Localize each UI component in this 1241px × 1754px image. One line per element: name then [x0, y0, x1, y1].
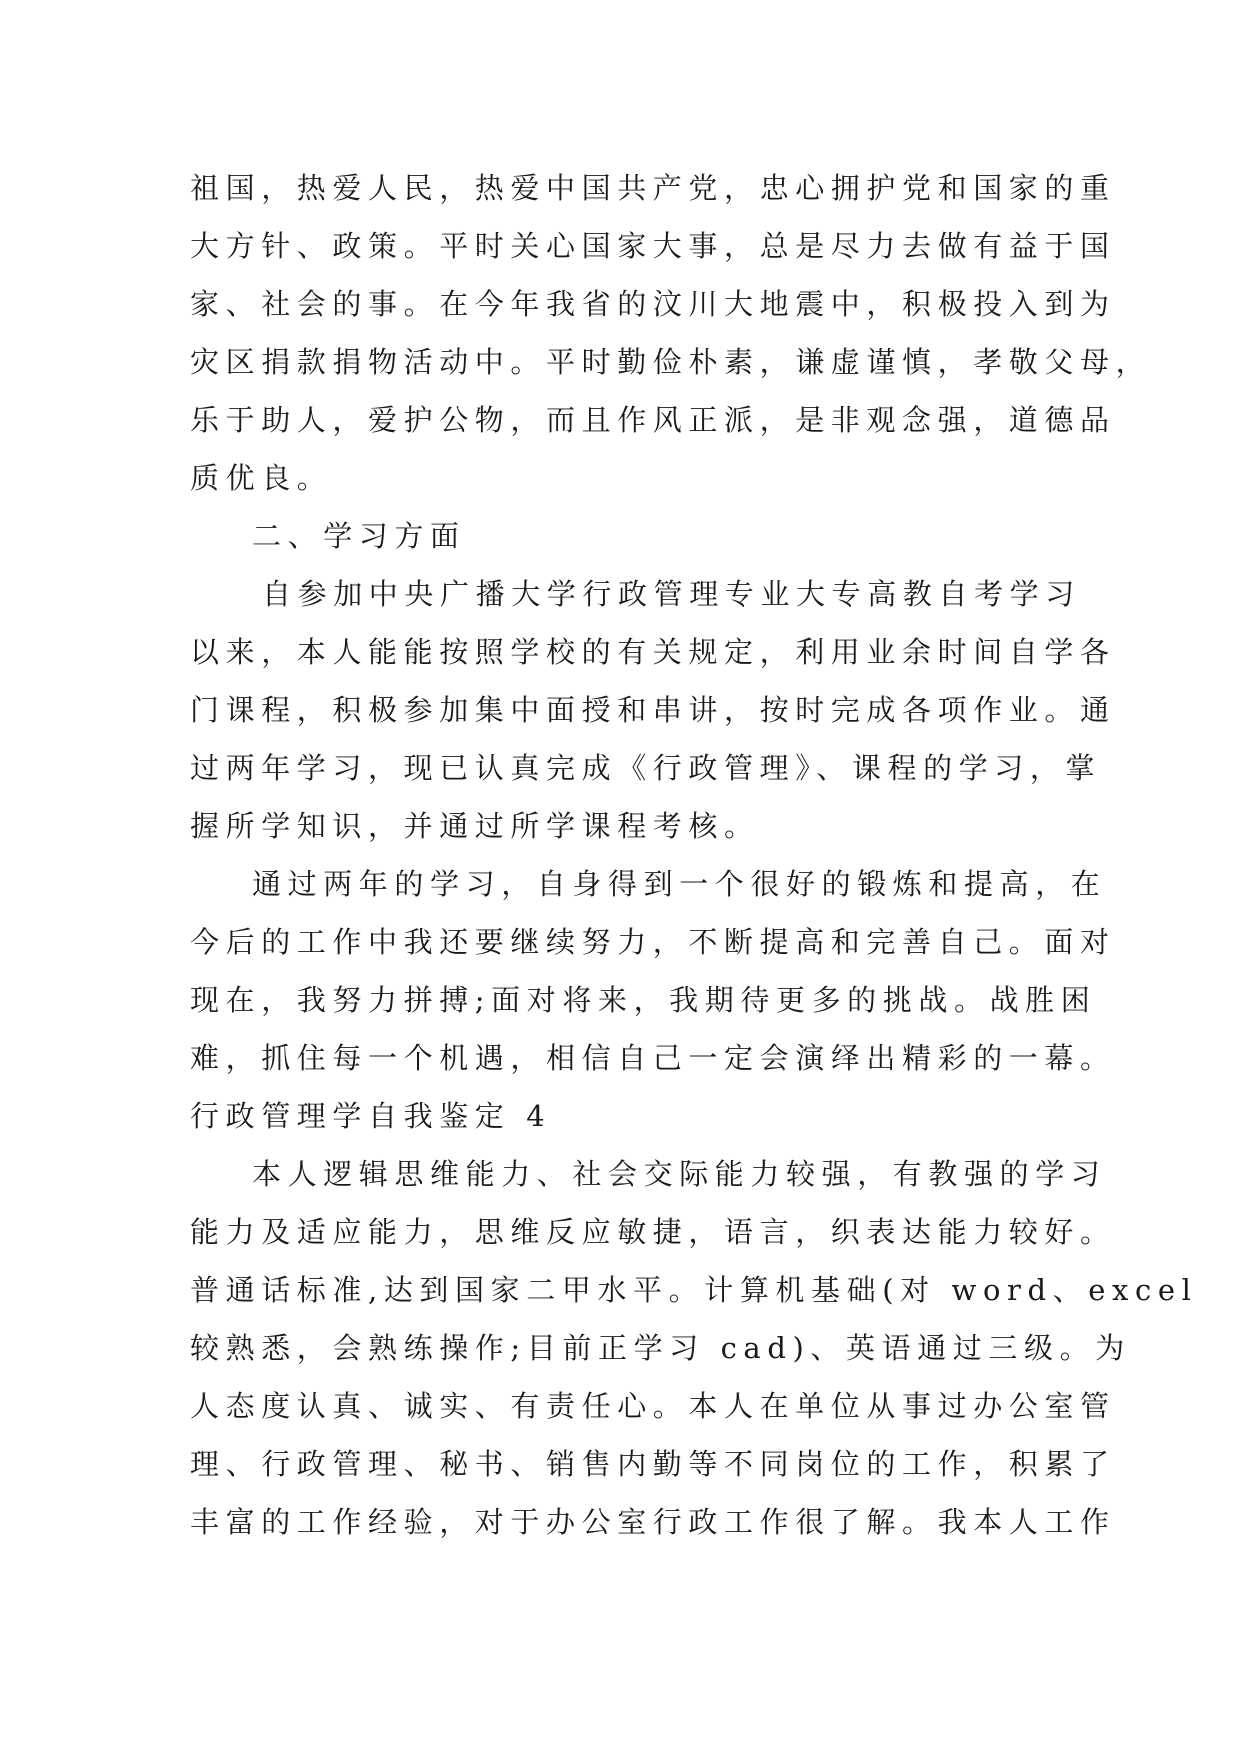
- text-line: 以来，本人能能按照学校的有关规定，利用业余时间自学各: [190, 635, 1116, 669]
- section-title: 行政管理学自我鉴定 4: [190, 1099, 552, 1133]
- text-line: 质优良。: [190, 461, 333, 495]
- text-line: 握所学知识，并通过所学课程考核。: [190, 809, 760, 843]
- text-line: 门课程，积极参加集中面授和串讲，按时完成各项作业。通: [190, 693, 1116, 727]
- text-line: 较熟悉，会熟练操作;目前正学习 cad)、英语通过三级。为: [190, 1331, 1131, 1365]
- text-line: 自参加中央广播大学行政管理专业大专高教自考学习: [262, 577, 1081, 611]
- text-line: 现在，我努力拼搏;面对将来，我期待更多的挑战。战胜困: [190, 983, 1097, 1017]
- text-line: 人态度认真、诚实、有责任心。本人在单位从事过办公室管: [190, 1389, 1116, 1423]
- text-line: 灾区捐款捐物活动中。平时勤俭朴素，谦虚谨慎，孝敬父母，: [190, 345, 1152, 379]
- text-line: 普通话标准,达到国家二甲水平。计算机基础(对 word、excel: [190, 1273, 1198, 1307]
- text-line: 难，抓住每一个机遇，相信自己一定会演绎出精彩的一幕。: [190, 1041, 1116, 1075]
- text-line: 今后的工作中我还要继续努力，不断提高和完善自己。面对: [190, 925, 1116, 959]
- section-heading: 二、学习方面: [252, 519, 466, 553]
- text-line: 本人逻辑思维能力、社会交际能力较强，有教强的学习: [252, 1157, 1107, 1191]
- text-line: 过两年学习，现已认真完成《行政管理》、课程的学习，掌: [190, 751, 1102, 785]
- text-line: 乐于助人，爱护公物，而且作风正派，是非观念强，道德品: [190, 403, 1116, 437]
- text-line: 大方针、政策。平时关心国家大事，总是尽力去做有益于国: [190, 229, 1116, 263]
- text-line: 丰富的工作经验，对于办公室行政工作很了解。我本人工作: [190, 1505, 1116, 1539]
- text-line: 祖国，热爱人民，热爱中国共产党，忠心拥护党和国家的重: [190, 171, 1116, 205]
- text-line: 家、社会的事。在今年我省的汶川大地震中，积极投入到为: [190, 287, 1116, 321]
- text-line: 理、行政管理、秘书、销售内勤等不同岗位的工作，积累了: [190, 1447, 1116, 1481]
- text-line: 能力及适应能力，思维反应敏捷，语言，织表达能力较好。: [190, 1215, 1116, 1249]
- text-line: 通过两年的学习，自身得到一个很好的锻炼和提高，在: [252, 867, 1107, 901]
